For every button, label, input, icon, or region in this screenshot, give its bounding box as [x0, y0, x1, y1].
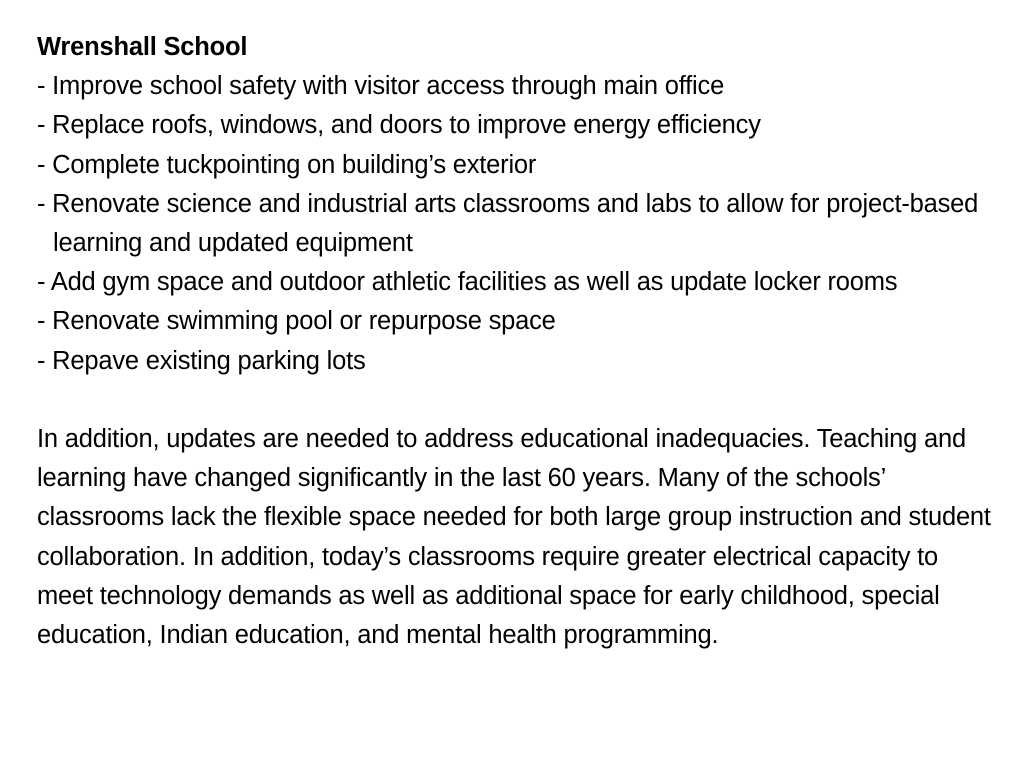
list-item: - Renovate swimming pool or repurpose space — [37, 307, 556, 336]
slide-content — [37, 28, 997, 655]
list-item: - Replace roofs, windows, and doors to improve energy efficiency — [37, 111, 761, 140]
list-item: - Add gym space and outdoor athletic facilities as well as update locker rooms — [37, 268, 898, 297]
list-item: - Repave existing parking lots — [37, 346, 366, 375]
list-item: - Renovate science and industrial arts classrooms and labs to allow for project-based learning and updated equipment — [37, 189, 979, 258]
slide-title: Wrenshall School — [37, 33, 248, 61]
improvement-list — [37, 67, 997, 381]
paragraph-spacer — [37, 381, 997, 420]
list-item: - Complete tuckpointing on building’s exterior — [37, 150, 537, 179]
body-paragraph: In addition, updates are needed to address educational inadequacies. Teaching and learning have changed significantly in the last 60 years. Many of the schools’ classrooms lack the flexible space needed for both large group instruction and student collaboration. In addition, today’s classrooms require greater electrical capacity to meet technology demands as well as additional space for early childhood, special education, Indian education, and mental health programming. — [37, 425, 991, 650]
list-item: - Improve school safety with visitor access through main office — [37, 72, 725, 101]
